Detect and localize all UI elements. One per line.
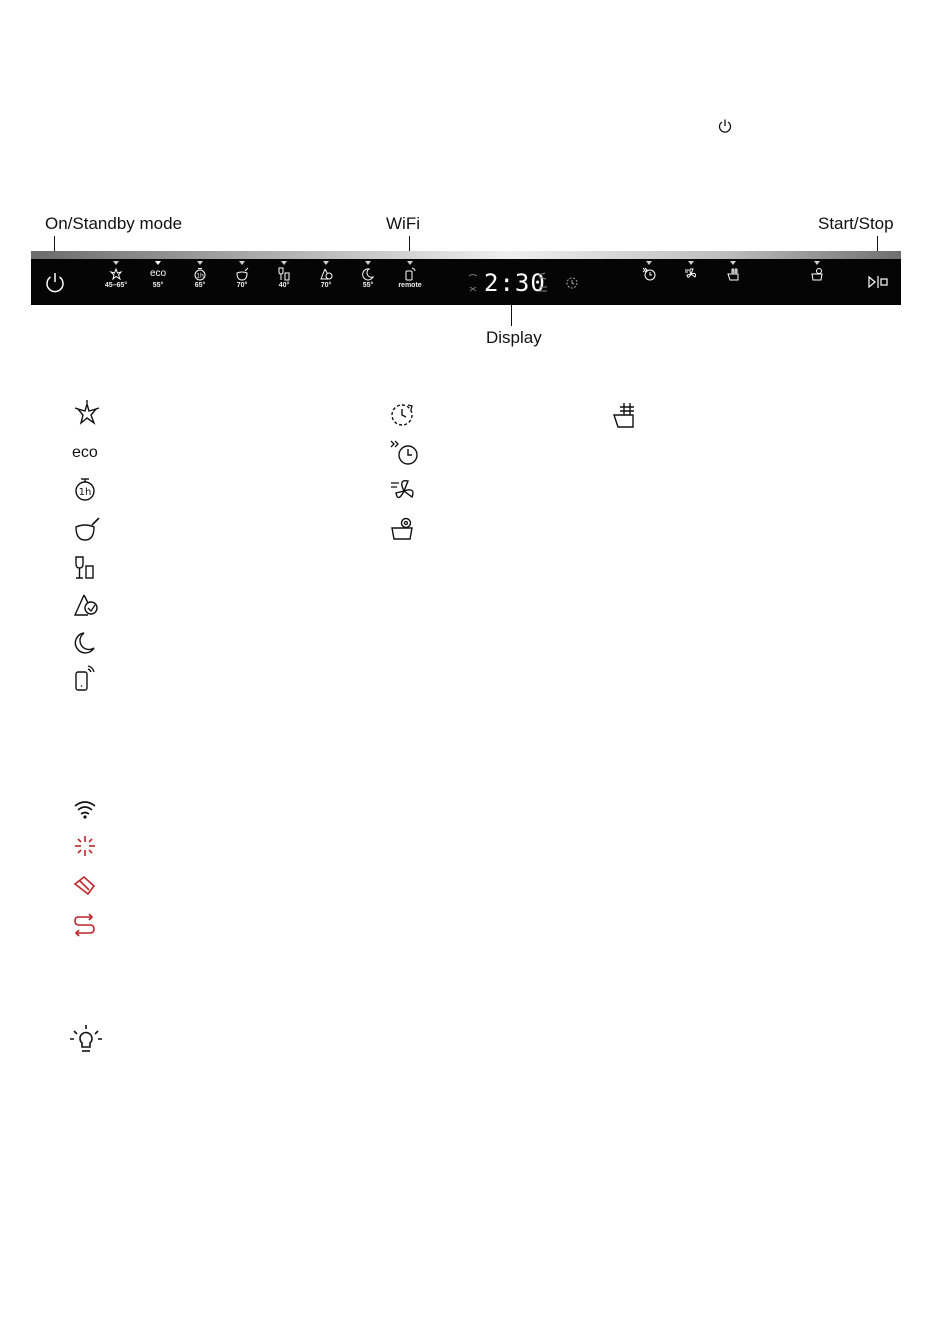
indicator-triangle [814, 261, 820, 265]
machine-care-icon [810, 267, 824, 281]
indicator-triangle [407, 261, 413, 265]
programme-remote-button[interactable] [390, 261, 430, 289]
programme-pot-button[interactable] [222, 261, 262, 289]
indicator-triangle [646, 261, 652, 265]
eco-icon: eco [72, 444, 98, 461]
glass-icon [277, 267, 291, 281]
legend-remote-icon [72, 664, 102, 692]
time-shift-icon [388, 439, 420, 467]
programme-eco-button[interactable] [138, 261, 178, 289]
legend-water-supply-icon [72, 911, 102, 939]
programme-glass-button[interactable] [264, 261, 304, 289]
legend-extra-dry-icon [388, 477, 418, 505]
option-machine-care-button[interactable] [797, 261, 837, 281]
legend-delay-start-icon [388, 401, 418, 429]
pot-icon [72, 515, 102, 543]
label-on-standby: On/Standby mode [45, 214, 183, 233]
night-icon [72, 629, 102, 657]
lightbulb-icon [68, 1023, 104, 1059]
indicator-triangle [155, 261, 161, 265]
svg-text:1h: 1h [78, 487, 92, 498]
wifi-icon [72, 796, 102, 824]
svg-text:1h: 1h [196, 272, 204, 280]
programme-temp: 55° [362, 282, 374, 289]
legend-machine-care-icon [388, 515, 418, 543]
programme-temp: remote [398, 282, 422, 289]
salt-icon [72, 872, 102, 900]
indicator-triangle [688, 261, 694, 265]
programme-temp: 55° [152, 282, 164, 289]
display-left-status-icons [467, 271, 479, 295]
programme-temp: 70° [236, 282, 248, 289]
hygiene-icon [72, 592, 102, 620]
indicator-triangle [730, 261, 736, 265]
legend-eco-icon [72, 439, 102, 467]
legend-1h-icon [72, 476, 102, 504]
intensive-icon [109, 267, 123, 281]
rinse-aid-icon [72, 833, 102, 861]
indicator-triangle [281, 261, 287, 265]
programme-temp: 65° [194, 282, 206, 289]
legend-half-load-icon [611, 401, 641, 429]
1h-icon [193, 267, 207, 281]
option-half-load-button[interactable] [713, 261, 753, 281]
programme-temp: 40° [278, 282, 290, 289]
indicator-triangle [113, 261, 119, 265]
option-time-shift-button[interactable] [629, 261, 669, 281]
option-extra-dry-button[interactable] [671, 261, 711, 281]
extra-dry-icon [388, 477, 418, 505]
delay-start-icon [388, 401, 418, 429]
intensive-icon [72, 399, 102, 427]
extra-dry-icon [684, 267, 698, 281]
legend-night-icon [72, 629, 102, 657]
legend-pot-icon [72, 515, 102, 543]
delay-start-icon [565, 276, 579, 290]
power-button[interactable] [44, 270, 66, 294]
pot-icon [235, 267, 249, 281]
control-panel [31, 251, 901, 305]
legend-time-shift-icon [388, 439, 418, 467]
programme-1h-button[interactable] [180, 261, 220, 289]
indicator-triangle [365, 261, 371, 265]
start-stop-button[interactable] [867, 275, 889, 289]
time-shift-icon [642, 267, 656, 281]
display-time: 2:30 [484, 269, 546, 297]
night-icon [361, 267, 375, 281]
remote-icon [72, 664, 102, 692]
legend-hygiene-icon [72, 592, 102, 620]
legend-tip-icon [68, 1023, 104, 1059]
programme-temp: 45–65° [104, 282, 128, 289]
legend-wifi-icon [72, 796, 102, 824]
glass-icon [72, 554, 102, 582]
programme-intensive-button[interactable] [96, 261, 136, 289]
remote-icon [403, 267, 417, 281]
indicator-triangle [239, 261, 245, 265]
display-right-status-icons [537, 271, 549, 295]
water-supply-icon [72, 911, 102, 939]
label-start-stop: Start/Stop [818, 214, 894, 233]
label-display: Display [486, 328, 542, 347]
legend-intensive-icon [72, 399, 102, 427]
legend-rinse-aid-icon [72, 833, 102, 861]
label-wifi: WiFi [386, 214, 420, 233]
machine-care-icon [388, 515, 418, 543]
programme-hygiene-button[interactable] [306, 261, 346, 289]
programme-temp: 70° [320, 282, 332, 289]
power-icon-small [718, 118, 732, 134]
legend-glass-icon [72, 554, 102, 582]
hygiene-icon [319, 267, 333, 281]
panel-top-strip [31, 251, 901, 259]
1h-icon [72, 476, 102, 504]
programme-night-button[interactable] [348, 261, 388, 289]
half-load-icon [611, 401, 641, 429]
legend-salt-icon [72, 872, 102, 900]
half-load-icon [726, 267, 740, 281]
indicator-triangle [197, 261, 203, 265]
indicator-triangle [323, 261, 329, 265]
eco-icon: eco [149, 268, 167, 279]
